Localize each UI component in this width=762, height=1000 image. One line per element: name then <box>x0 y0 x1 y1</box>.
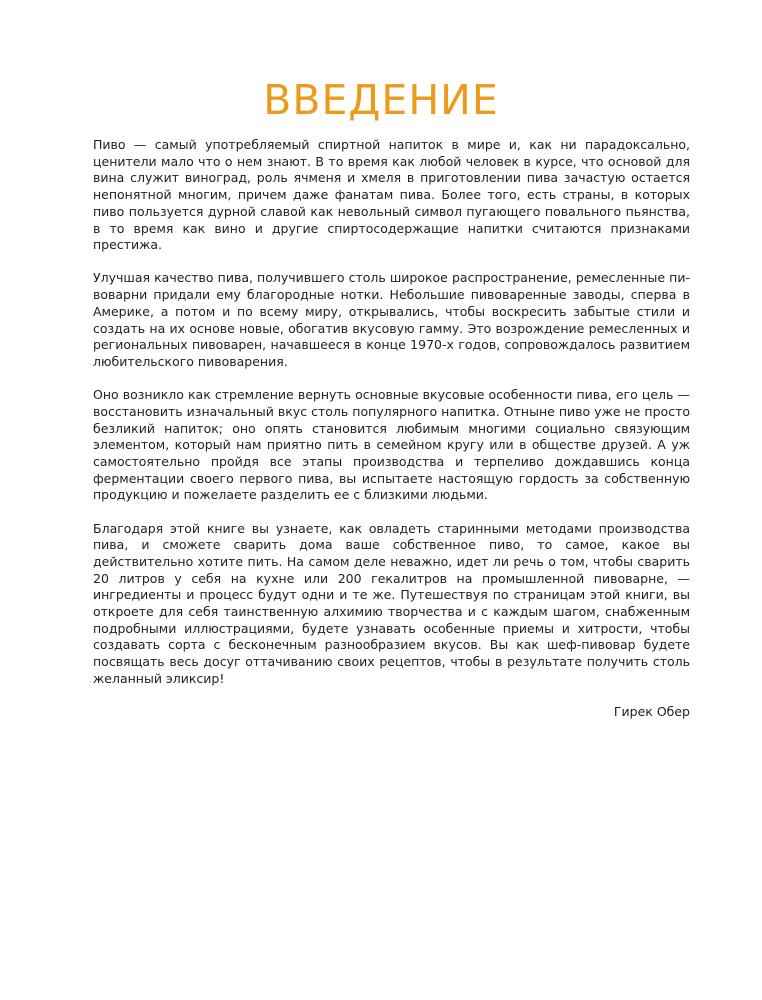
page-title: ВВЕДЕНИЕ <box>263 76 499 124</box>
author-signature: Гирек Обер <box>613 704 690 720</box>
paragraph-4: Благодаря этой книге вы узнаете, как овладеть старинными методами производства пива, и сможете сварить дома ваше собственное пиво, то самое, какое вы действительно хотите пить. На самом деле неважно, идет ли речь о том, чтобы сварить 20 литров у себя на кухне или 200 гекалитров на промышленной пивоварне, — ингредиенты и процесс будут одни и те же. Путешествуя по страницам этой книги, вы откроете для себя таинственную алхимию творчества и с каждым шагом, снабженным подробными иллюстрациями, будете узнавать особенные приемы и хитрости, чтобы создавать сорта с бесконечным разнообразием вкусов. Вы как шеф-пивовар будете посвящать весь досуг оттачиванию своих рецептов, чтобы в результате получить столь желанный эликсир! <box>93 520 690 686</box>
paragraph-1: Пиво — самый употребляемый спиртной напиток в мире и, как ни парадоксально, ценители мало что о нем знают. В то время как любой человек в курсе, что основой для вина служит виноград, роль ячменя и хмеля в приготовлении пива зачастую остается непонятной многим, причем даже фанатам пива. Более того, есть страны, в которых пиво пользуется дурной славой как невольный символ пугающего повального пьянства, в то время как вино и другие спиртосодержащие напитки считаются признаками престижа. <box>93 137 690 253</box>
paragraph-2: Улучшая качество пива, получившего столь широкое распространение, ремесленные пивоварни придали ему благородные нотки. Небольшие пивоваренные заводы, сперва в Америке, а потом и по всему миру, открывались, чтобы воскресить забытые стили и создать на их основе новые, обогатив вкусовую гамму. Это возрождение ремесленных и региональных пивоварен, начавшееся в конце 1970-х годов, сопровождалось развитием любительского пивоварения. <box>93 270 690 369</box>
paragraph-3: Оно возникло как стремление вернуть основные вкусовые особенности пива, его цель — восстановить изначальный вкус столь популярного напитка. Отныне пиво уже не просто безликий напиток; оно опять становится любимым многими социально связующим элементом, который нам приятно пить в семейном кругу или в обществе друзей. А уж самостоятельно пройдя все этапы производства и терпеливо дождавшись конца ферментации своего первого пива, вы испытаете настоящую гордость за собственную продукцию и пожелаете разделить ее с близкими людьми. <box>93 387 690 503</box>
introduction-body <box>93 137 690 721</box>
